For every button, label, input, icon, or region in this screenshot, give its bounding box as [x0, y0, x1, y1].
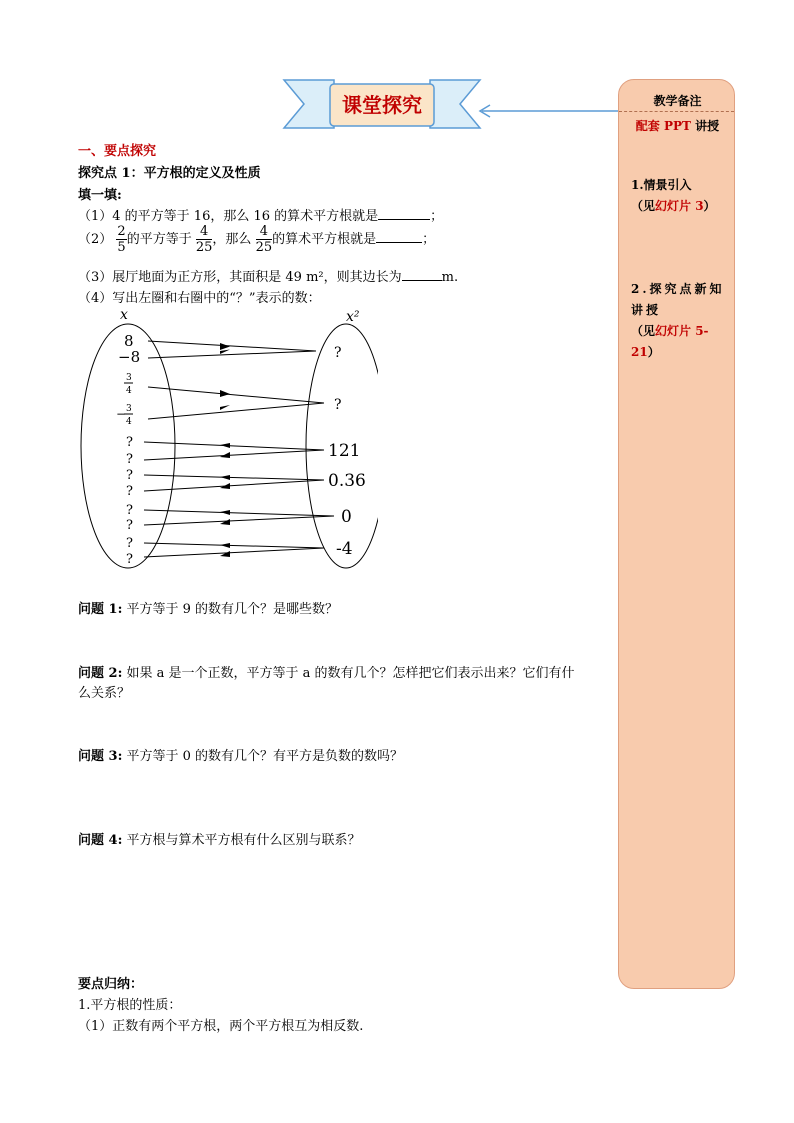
left-item: 8 [124, 332, 134, 350]
question-2: 问题 2: 如果 a 是一个正数，平方等于 a 的数有几个？怎样把它们表示出来？它们有什 [78, 666, 575, 681]
section-banner [282, 78, 482, 132]
summary-line-1: 1.平方根的性质： [78, 998, 182, 1013]
right-set-label: x² [346, 309, 360, 325]
summary-title: 要点归纳： [78, 977, 144, 992]
item-label: 1.情景引入 [631, 178, 692, 192]
item-label: 2.探究点新知讲授 [631, 282, 725, 317]
left-item: ? [126, 468, 133, 483]
subtitle-prefix: 配套 [635, 119, 660, 133]
answer-blank[interactable] [378, 207, 430, 220]
arrow-line [148, 351, 316, 358]
arrow-line [148, 403, 324, 419]
banner-title: 课堂探究 [342, 93, 422, 117]
sidebar-title: 教学备注 [653, 94, 702, 108]
svg-text:4: 4 [126, 386, 132, 396]
question-4: 问题 4: 平方根与算术平方根有什么区别与联系？ [78, 833, 361, 848]
subtitle-suffix: 讲授 [695, 119, 720, 133]
left-item: ? [126, 452, 133, 467]
sidebar-divider [619, 111, 734, 112]
right-item: 121 [328, 441, 361, 461]
right-item: 0.36 [328, 471, 366, 491]
question-fill-2: （2） $\frac{2}{5}$ 的平方等于 $\frac{4}{25}$ ，那么 $\frac{4}{25}$ 的算术平方根就是 ； [78, 224, 436, 255]
left-item: ? [126, 552, 133, 567]
fraction: $\frac{4}{25}$ [195, 224, 213, 255]
teaching-notes-sidebar [618, 79, 735, 989]
question-fill-3: （3）展厅地面为正方形，其面积是 49 m²，则其边长为 m. [78, 270, 459, 285]
question-3: 问题 3: 平方等于 0 的数有几个？有平方是负数的数吗？ [78, 749, 404, 764]
sidebar-item-intro [631, 175, 727, 217]
question-1: 问题 1: 平方等于 9 的数有几个？是哪些数？ [78, 602, 339, 617]
fraction: $\frac{4}{25}$ [255, 224, 273, 255]
svg-text:4: 4 [126, 417, 132, 427]
fraction: $\frac{2}{5}$ [117, 224, 126, 255]
right-item: ? [334, 397, 342, 413]
question-fill-1: （1）4 的平方等于 16，那么 16 的算术平方根就是 ； [78, 209, 444, 224]
arrow-line [148, 387, 324, 403]
fill-in-title: 填一填: [78, 188, 122, 203]
svg-text:3: 3 [126, 404, 132, 414]
svg-text:−: − [116, 407, 127, 421]
answer-blank[interactable] [376, 230, 422, 243]
sidebar-item-explore [631, 279, 727, 363]
right-item: -4 [336, 539, 353, 559]
arrow-line [148, 341, 316, 351]
left-item: ? [126, 484, 133, 499]
summary-line-2: （1）正数有两个平方根，两个平方根互为相反数. [78, 1019, 364, 1034]
item-ref: （见幻灯片 5-21） [631, 324, 709, 359]
right-item: ? [334, 345, 342, 361]
answer-blank[interactable] [402, 268, 442, 281]
square-mapping-diagram [78, 305, 378, 577]
right-item: 0 [341, 507, 352, 527]
question-2-continued: 么关系？ [78, 686, 131, 701]
left-item: ? [126, 536, 133, 551]
left-set-label: x [120, 307, 128, 323]
left-item: −8 [118, 348, 141, 366]
left-item: ? [126, 503, 133, 518]
section-heading: 一、要点探究 [78, 144, 157, 159]
item-ref: （见幻灯片 3） [631, 199, 716, 213]
arrow-left-icon [476, 103, 622, 119]
question-fill-4: （4）写出左圈和右圈中的“？”表示的数： [78, 291, 321, 306]
sidebar-subtitle [619, 117, 736, 134]
left-item-fraction [124, 373, 133, 396]
svg-text:3: 3 [126, 373, 132, 383]
left-item-neg-fraction [116, 404, 133, 427]
left-item: ? [126, 435, 133, 450]
left-item: ? [126, 518, 133, 533]
explore-point-title: 探究点 1：平方根的定义及性质 [78, 166, 261, 181]
subtitle-ppt: PPT [664, 119, 691, 133]
